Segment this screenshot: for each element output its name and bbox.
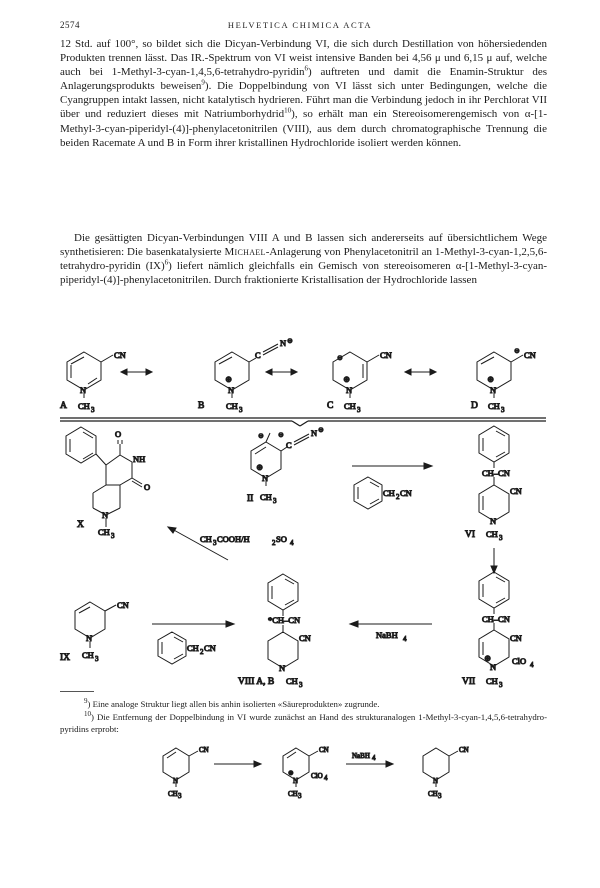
methyl-label: CH [168,790,178,798]
cyano-label: CN [319,746,329,754]
subscript: 2 [396,493,400,501]
methyl-label: CH [488,401,500,411]
carbon-label: C [255,350,261,360]
footnote-number: 9 [84,697,88,706]
subscript: 3 [239,406,243,414]
text-run: ), so erhält man ein Stereoisomerengemisch von α-[1-Methyl-3-cyan-piperidyl-(4)]-phenylacetonitrilen (VIII), aus dem durch chromatographische Trennung die beiden Racemate A und B in Form ihrer kristallinen Hydrochloride isoliert werden können. [60,108,547,149]
footnote-text: ) Eine analoge Struktur liegt allen bis anhin isolierten «Säureprodukten» zugrunde. [87,699,380,709]
resonance-arrow [266,369,297,375]
methyl-label: CH [78,401,90,411]
subscript: 3 [273,497,277,505]
cyano-label: CN [510,633,522,643]
nitrogen-label: N [346,385,353,395]
methyl-label: CH [286,676,298,686]
benzene-ring-reagent [354,477,382,509]
anion-charge: ⊖ [514,347,520,355]
subscript: 3 [95,655,99,663]
text-run: ). Die Doppelbindung von VI lässt sich unter Bedingungen, welche die Cyangruppen intakt lassen, nicht katalytisch hydrieren. Führt man die Verbindung jedoch in ihr Perchlorat VII über und reduziert dieses mit Natriumborhydrid [60,80,548,121]
cyano-label: CN [299,633,311,643]
methyl-label: CH [428,790,438,798]
subscript: 3 [178,792,182,800]
label-ii: II [247,494,254,504]
subscript: 3 [213,539,217,547]
subscript: 3 [299,681,303,689]
subscript: 3 [499,681,503,689]
page-number: 2574 [60,20,80,30]
nitrogen-label: N [280,338,287,348]
reaction-arrow [350,621,432,627]
acid-reagent: SO [276,534,287,544]
label-vi: VI [465,530,476,540]
nitrogen-label: N [490,516,497,526]
subscript: 3 [111,532,115,540]
footnote-structure-2 [283,748,318,787]
nitrogen-label: N [490,662,497,672]
nitrogen-label: N [293,777,299,785]
subscript: 4 [403,635,407,643]
footnote-9 [60,699,547,711]
cyano-label: CN [510,486,522,496]
methyl-label: CH [486,676,498,686]
subscript: 2 [272,539,276,547]
label-b: B [198,401,205,411]
anion-charge: ⊖ [278,431,284,439]
cyano-label: CN [459,746,469,754]
ch-cn-label: CH–CN [482,614,510,624]
footnote-10 [60,712,547,735]
reference-mark: 6 [304,64,309,73]
nh-label: NH [133,454,146,464]
label-d: D [471,401,478,411]
ch-cn-label: *CH–CN [268,615,301,625]
nitrogen-label: N [433,777,439,785]
perchlorate-label: ClO [512,656,527,666]
cyano-label: CN [199,746,209,754]
reference-mark: 6 [164,258,169,267]
label-vii: VII [462,677,476,687]
reaction-arrow [214,761,261,767]
cn-label: CN [400,488,412,498]
benzene-ring-reagent [158,632,186,664]
footnote-number: 10 [84,710,91,719]
cyano-label: CN [114,350,126,360]
structure-d [477,352,523,398]
nitrogen-label: N [262,473,269,483]
reaction-arrow [352,463,432,469]
nitrogen-label: N [86,633,93,643]
methyl-label: CH [226,401,238,411]
cyano-label: CN [524,350,536,360]
methyl-label: CH [82,650,94,660]
cation-charge: ⊕ [484,653,492,663]
text-run: ) auftreten und damit die Enamin-Struktur des Anlagerungsprodukts beweisen [60,66,548,93]
text-run: Die gesättigten Dicyan-Verbindungen VIII A und B lassen sich andererseits auf übersichtlichem Wege synthetisieren: Die basenkatalysierte [60,232,547,259]
nitrogen-label: N [173,777,179,785]
subscript: 4 [290,539,294,547]
structure-ix [75,602,116,648]
resonance-bracket [60,418,546,426]
subscript: 4 [372,754,376,762]
perchlorate-label: ClO [311,772,323,780]
reaction-arrow [346,761,393,767]
footnote-rule [60,691,94,692]
acid-reagent: CH [200,534,212,544]
nabh4-label: NaBH [376,630,398,640]
text-run: 12 Std. auf 100°, so bildet sich die Dicyan-Verbindung VI, die sich durch Destillation von höhersiedenden Produkten trennen lässt. Das IR.-Spektrum von VI weist intensive Banden bei 4,56 μ und 6,15 μ auf, welche auch bei 1-Methyl-3-cyan-1,4,5,6-tetrahydro-pyridin [60,38,547,79]
cn-label: CN [204,643,216,653]
label-c: C [327,401,334,411]
subscript: 3 [91,406,95,414]
cation-charge: ⊕ [256,462,264,472]
resonance-arrow [405,369,436,375]
methyl-label: CH [344,401,356,411]
footnote-structure-3 [423,748,458,787]
running-head: HELVETICA CHIMICA ACTA [227,20,373,30]
methyl-label: CH [288,790,298,798]
nitrogen-label: N [311,428,318,438]
author-name: Michael [224,246,266,259]
cation-charge: ⊕ [225,374,233,384]
oxygen-label: O [144,482,151,492]
subscript: 3 [501,406,505,414]
ch-cn-label: CH–CN [482,468,510,478]
footnote-structure-1 [163,748,198,787]
ch2cn-label: CH [187,643,199,653]
nitrogen-label: N [80,385,87,395]
carbon-label: C [286,440,292,450]
footnote-mark: 10 [284,106,292,115]
footnote-text: ) Die Entfernung der Doppelbindung in VI wurde zunächst an Hand des strukturanalogen 1-Methyl-3-cyan-1,4,5,6-tetrahydro-pyridins erprobt: [60,712,547,734]
label-x: X [77,520,84,530]
nitrogen-label: N [102,510,109,520]
nabh4-label: NaBH [352,752,370,760]
nitrogen-label: N [490,385,497,395]
footnote-mark: 9 [201,78,205,87]
subscript: 3 [357,406,361,414]
subscript: 3 [438,792,442,800]
cyano-label: CN [380,350,392,360]
text-run: -Anlagerung von Phenylacetonitril an 1-Methyl-3-cyan-1,2,5,6-tetrahydro-pyridin (IX) [60,246,547,273]
anion-charge: ⊖ [258,432,264,440]
cyano-label: CN [117,600,129,610]
anion-charge: ⊖ [318,426,324,434]
cation-charge: ⊕ [343,374,351,384]
subscript: 3 [298,792,302,800]
structure-a [67,352,113,398]
label-ix: IX [60,653,71,663]
subscript: 4 [530,661,534,669]
nitrogen-label: N [279,663,286,673]
cation-charge: ⊕ [288,769,294,777]
cation-charge: ⊕ [487,374,495,384]
ch2cn-label: CH [383,488,395,498]
subscript: 2 [200,648,204,656]
structure-ii [251,433,309,486]
nitrogen-label: N [228,385,235,395]
methyl-label: CH [260,492,272,502]
reaction-arrow [491,548,497,573]
methyl-label: CH [486,529,498,539]
label-viii: VIII A, B [238,677,275,687]
reaction-arrow [152,621,234,627]
label-a: A [60,401,67,411]
acid-reagent: COOH/H [217,534,250,544]
oxygen-label: O [115,429,122,439]
anion-charge: ⊖ [337,354,343,362]
subscript: 4 [324,774,328,782]
resonance-arrow [121,369,152,375]
text-run: ) liefert nämlich gleichfalls ein Gemisch von stereoisomeren α-[1-Methyl-3-cyan-piperidyl-(4)]-phenylacetonitrilen. Durch fraktionierte Kristallisation der Hydrochloride lassen [60,260,547,287]
subscript: 3 [499,534,503,542]
anion-charge: ⊖ [287,337,293,345]
methyl-label: CH [98,527,110,537]
